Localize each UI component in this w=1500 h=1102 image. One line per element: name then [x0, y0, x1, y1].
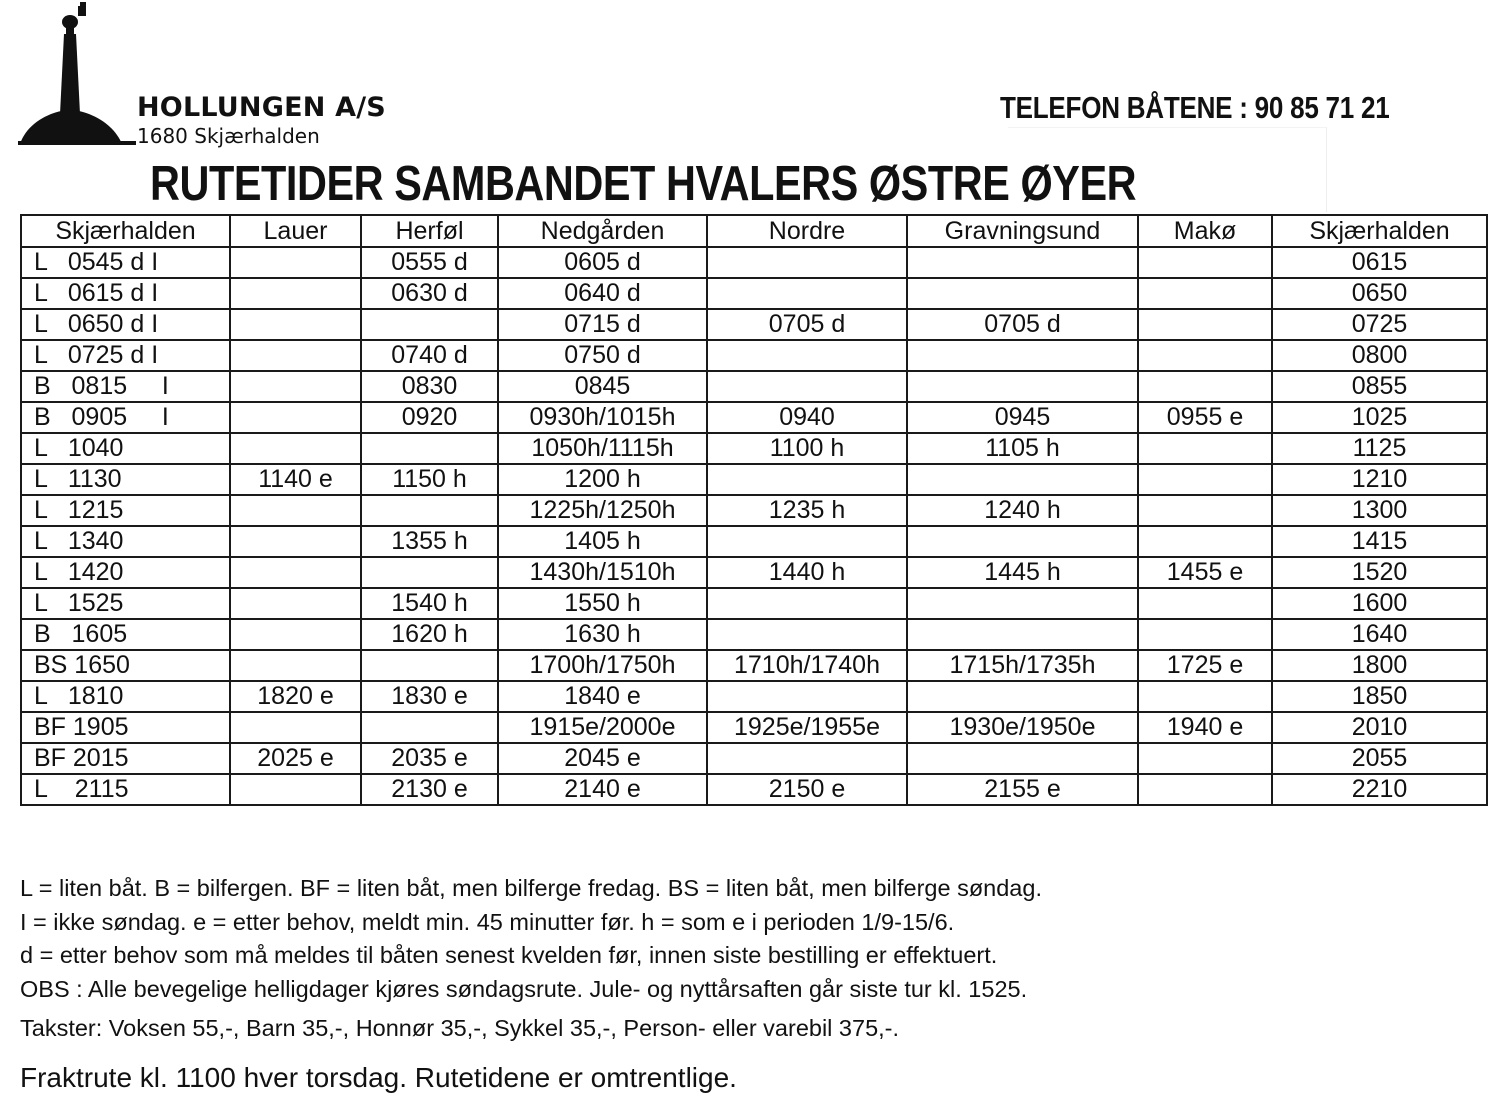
table-cell: 1440 h [707, 557, 907, 588]
table-cell [907, 526, 1138, 557]
table-cell: 0940 [707, 402, 907, 433]
table-cell [230, 402, 361, 433]
table-header-row [21, 215, 1487, 247]
table-cell [1138, 588, 1272, 619]
table-cell [707, 278, 907, 309]
table-cell [230, 278, 361, 309]
column-header: Skjærhalden [1272, 215, 1487, 247]
table-cell [230, 433, 361, 464]
table-cell [707, 619, 907, 650]
table-cell [907, 681, 1138, 712]
table-row [21, 278, 1487, 309]
table-cell: 1140 e [230, 464, 361, 495]
table-cell: 0705 d [907, 309, 1138, 340]
table-cell: 1240 h [907, 495, 1138, 526]
table-cell: 1150 h [361, 464, 498, 495]
table-cell: 1620 h [361, 619, 498, 650]
table-cell: 2210 [1272, 774, 1487, 805]
table-cell [707, 526, 907, 557]
table-cell [1138, 619, 1272, 650]
table-cell: 0630 d [361, 278, 498, 309]
table-cell: 1200 h [498, 464, 707, 495]
table-cell: L 0545 d I [21, 247, 230, 278]
table-cell: 1445 h [907, 557, 1138, 588]
table-cell [707, 464, 907, 495]
table-cell: 1025 [1272, 402, 1487, 433]
table-cell: 1840 e [498, 681, 707, 712]
table-cell: 1300 [1272, 495, 1487, 526]
table-cell: B 0905 I [21, 402, 230, 433]
table-cell: L 1040 [21, 433, 230, 464]
table-cell: 1415 [1272, 526, 1487, 557]
table-cell: 0800 [1272, 340, 1487, 371]
table-cell [1138, 340, 1272, 371]
table-cell [1138, 743, 1272, 774]
column-header: Makø [1138, 215, 1272, 247]
table-cell: 2140 e [498, 774, 707, 805]
table-row [21, 340, 1487, 371]
table-cell [230, 619, 361, 650]
table-cell [1138, 309, 1272, 340]
table-cell: 0750 d [498, 340, 707, 371]
table-cell [1138, 433, 1272, 464]
table-cell: 1925e/1955e [707, 712, 907, 743]
table-cell: B 0815 I [21, 371, 230, 402]
freight-note: Fraktrute kl. 1100 hver torsdag. Rutetidene er omtrentlige. [20, 1062, 737, 1093]
table-cell: 1850 [1272, 681, 1487, 712]
table-cell [907, 464, 1138, 495]
table-cell: 0605 d [498, 247, 707, 278]
table-cell: 1210 [1272, 464, 1487, 495]
table-cell: 1355 h [361, 526, 498, 557]
table-row [21, 433, 1487, 464]
table-row [21, 464, 1487, 495]
table-cell [1138, 247, 1272, 278]
table-cell [230, 557, 361, 588]
table-cell: 1050h/1115h [498, 433, 707, 464]
table-cell: L 1810 [21, 681, 230, 712]
note-line: L = liten båt. B = bilfergen. BF = liten båt, men bilferge fredag. BS = liten båt, men bilferge søndag. [20, 875, 1042, 901]
table-cell [707, 247, 907, 278]
table-cell: 1640 [1272, 619, 1487, 650]
company-address: 1680 Skjærhalden [137, 124, 320, 148]
column-header: Nedgården [498, 215, 707, 247]
table-row [21, 619, 1487, 650]
table-cell: 1430h/1510h [498, 557, 707, 588]
table-cell [707, 743, 907, 774]
table-cell: 0855 [1272, 371, 1487, 402]
table-cell [907, 247, 1138, 278]
table-cell [907, 588, 1138, 619]
column-header: Lauer [230, 215, 361, 247]
table-cell: BS 1650 [21, 650, 230, 681]
table-cell: 1405 h [498, 526, 707, 557]
table-cell: L 1215 [21, 495, 230, 526]
table-row [21, 495, 1487, 526]
table-cell: 0845 [498, 371, 707, 402]
table-cell: 1800 [1272, 650, 1487, 681]
company-block [137, 92, 386, 148]
table-cell [230, 340, 361, 371]
table-row [21, 681, 1487, 712]
table-cell [1138, 681, 1272, 712]
table-cell: 0725 [1272, 309, 1487, 340]
table-cell [361, 495, 498, 526]
table-cell: 0640 d [498, 278, 707, 309]
timetable-body [21, 247, 1487, 805]
table-row [21, 309, 1487, 340]
table-row [21, 743, 1487, 774]
timetable [20, 214, 1488, 806]
table-cell: 2045 e [498, 743, 707, 774]
table-cell: 0955 e [1138, 402, 1272, 433]
table-cell [1138, 464, 1272, 495]
table-cell: 0555 d [361, 247, 498, 278]
table-cell: 2025 e [230, 743, 361, 774]
table-cell: 1105 h [907, 433, 1138, 464]
table-cell [230, 526, 361, 557]
note-line: I = ikke søndag. e = etter behov, meldt min. 45 minutter før. h = som e i perioden 1/9-15/6. [20, 908, 955, 935]
table-cell [230, 712, 361, 743]
table-cell [907, 371, 1138, 402]
table-cell [230, 774, 361, 805]
table-cell: 1225h/1250h [498, 495, 707, 526]
table-cell: 0740 d [361, 340, 498, 371]
table-cell: BF 2015 [21, 743, 230, 774]
table-cell: 1725 e [1138, 650, 1272, 681]
table-cell: L 0725 d I [21, 340, 230, 371]
table-cell: 0930h/1015h [498, 402, 707, 433]
table-cell [361, 650, 498, 681]
table-row [21, 371, 1487, 402]
table-cell [907, 619, 1138, 650]
table-cell: 2035 e [361, 743, 498, 774]
table-cell: 2155 e [907, 774, 1138, 805]
table-cell [1138, 371, 1272, 402]
table-cell: 1915e/2000e [498, 712, 707, 743]
table-cell: 0945 [907, 402, 1138, 433]
table-cell: 2010 [1272, 712, 1487, 743]
table-cell [230, 495, 361, 526]
table-cell: L 1420 [21, 557, 230, 588]
table-cell: L 1130 [21, 464, 230, 495]
page-title: RUTETIDER SAMBANDET HVALERS ØSTRE ØYER [150, 157, 1137, 211]
table-cell: 2130 e [361, 774, 498, 805]
table-cell: L 2115 [21, 774, 230, 805]
table-cell [361, 309, 498, 340]
table-cell [230, 371, 361, 402]
table-cell: 0705 d [707, 309, 907, 340]
table-cell: 0715 d [498, 309, 707, 340]
table-cell: 0920 [361, 402, 498, 433]
table-cell [361, 712, 498, 743]
table-row [21, 247, 1487, 278]
table-cell: 1830 e [361, 681, 498, 712]
table-row [21, 526, 1487, 557]
table-row [21, 402, 1487, 433]
table-cell: L 1340 [21, 526, 230, 557]
table-cell: L 0650 d I [21, 309, 230, 340]
table-cell [907, 743, 1138, 774]
table-cell [361, 557, 498, 588]
table-cell [707, 681, 907, 712]
table-row [21, 557, 1487, 588]
table-cell: L 1525 [21, 588, 230, 619]
column-header: Gravningsund [907, 215, 1138, 247]
table-cell [230, 309, 361, 340]
table-cell: 2055 [1272, 743, 1487, 774]
table-cell: 1455 e [1138, 557, 1272, 588]
phone-number: TELEFON BÅTENE : 90 85 71 21 [1000, 90, 1390, 125]
table-cell: 1520 [1272, 557, 1487, 588]
table-cell: 1940 e [1138, 712, 1272, 743]
table-cell: 1550 h [498, 588, 707, 619]
table-cell [907, 278, 1138, 309]
table-cell: 0615 [1272, 247, 1487, 278]
table-cell [907, 340, 1138, 371]
table-cell: L 0615 d I [21, 278, 230, 309]
legend-notes [20, 872, 1042, 1006]
table-cell: 1540 h [361, 588, 498, 619]
table-cell [230, 588, 361, 619]
table-cell: 1710h/1740h [707, 650, 907, 681]
table-cell [1138, 495, 1272, 526]
table-cell: 1100 h [707, 433, 907, 464]
table-cell [1138, 526, 1272, 557]
table-cell: 1600 [1272, 588, 1487, 619]
table-cell [707, 340, 907, 371]
note-line: d = etter behov som må meldes til båten senest kvelden før, innen siste bestilling er effektuert. [20, 942, 998, 968]
table-cell: 1630 h [498, 619, 707, 650]
column-header: Nordre [707, 215, 907, 247]
note-line: OBS : Alle bevegelige helligdager kjøres søndagsrute. Jule- og nyttårsaften går siste tur kl. 1525. [20, 975, 1028, 1002]
table-cell: BF 1905 [21, 712, 230, 743]
fare-prices: Takster: Voksen 55,-, Barn 35,-, Honnør 35,-, Sykkel 35,-, Person- eller varebil 375,-. [20, 1015, 900, 1041]
table-cell: 2150 e [707, 774, 907, 805]
company-name: HOLLUNGEN A/S [137, 92, 386, 123]
column-header: Herføl [361, 215, 498, 247]
table-cell [1138, 774, 1272, 805]
table-cell [707, 371, 907, 402]
table-cell [230, 650, 361, 681]
table-row [21, 774, 1487, 805]
lighthouse-logo [18, 2, 138, 147]
table-cell: 1820 e [230, 681, 361, 712]
table-cell: 1125 [1272, 433, 1487, 464]
table-row [21, 588, 1487, 619]
column-header: Skjærhalden [21, 215, 230, 247]
table-cell: 1930e/1950e [907, 712, 1138, 743]
table-cell [1138, 278, 1272, 309]
table-cell: 0650 [1272, 278, 1487, 309]
table-cell [230, 247, 361, 278]
table-cell [707, 588, 907, 619]
table-cell: 1235 h [707, 495, 907, 526]
table-cell: 1700h/1750h [498, 650, 707, 681]
table-cell: 0830 [361, 371, 498, 402]
table-row [21, 650, 1487, 681]
table-cell: B 1605 [21, 619, 230, 650]
table-cell: 1715h/1735h [907, 650, 1138, 681]
table-cell [361, 433, 498, 464]
table-row [21, 712, 1487, 743]
